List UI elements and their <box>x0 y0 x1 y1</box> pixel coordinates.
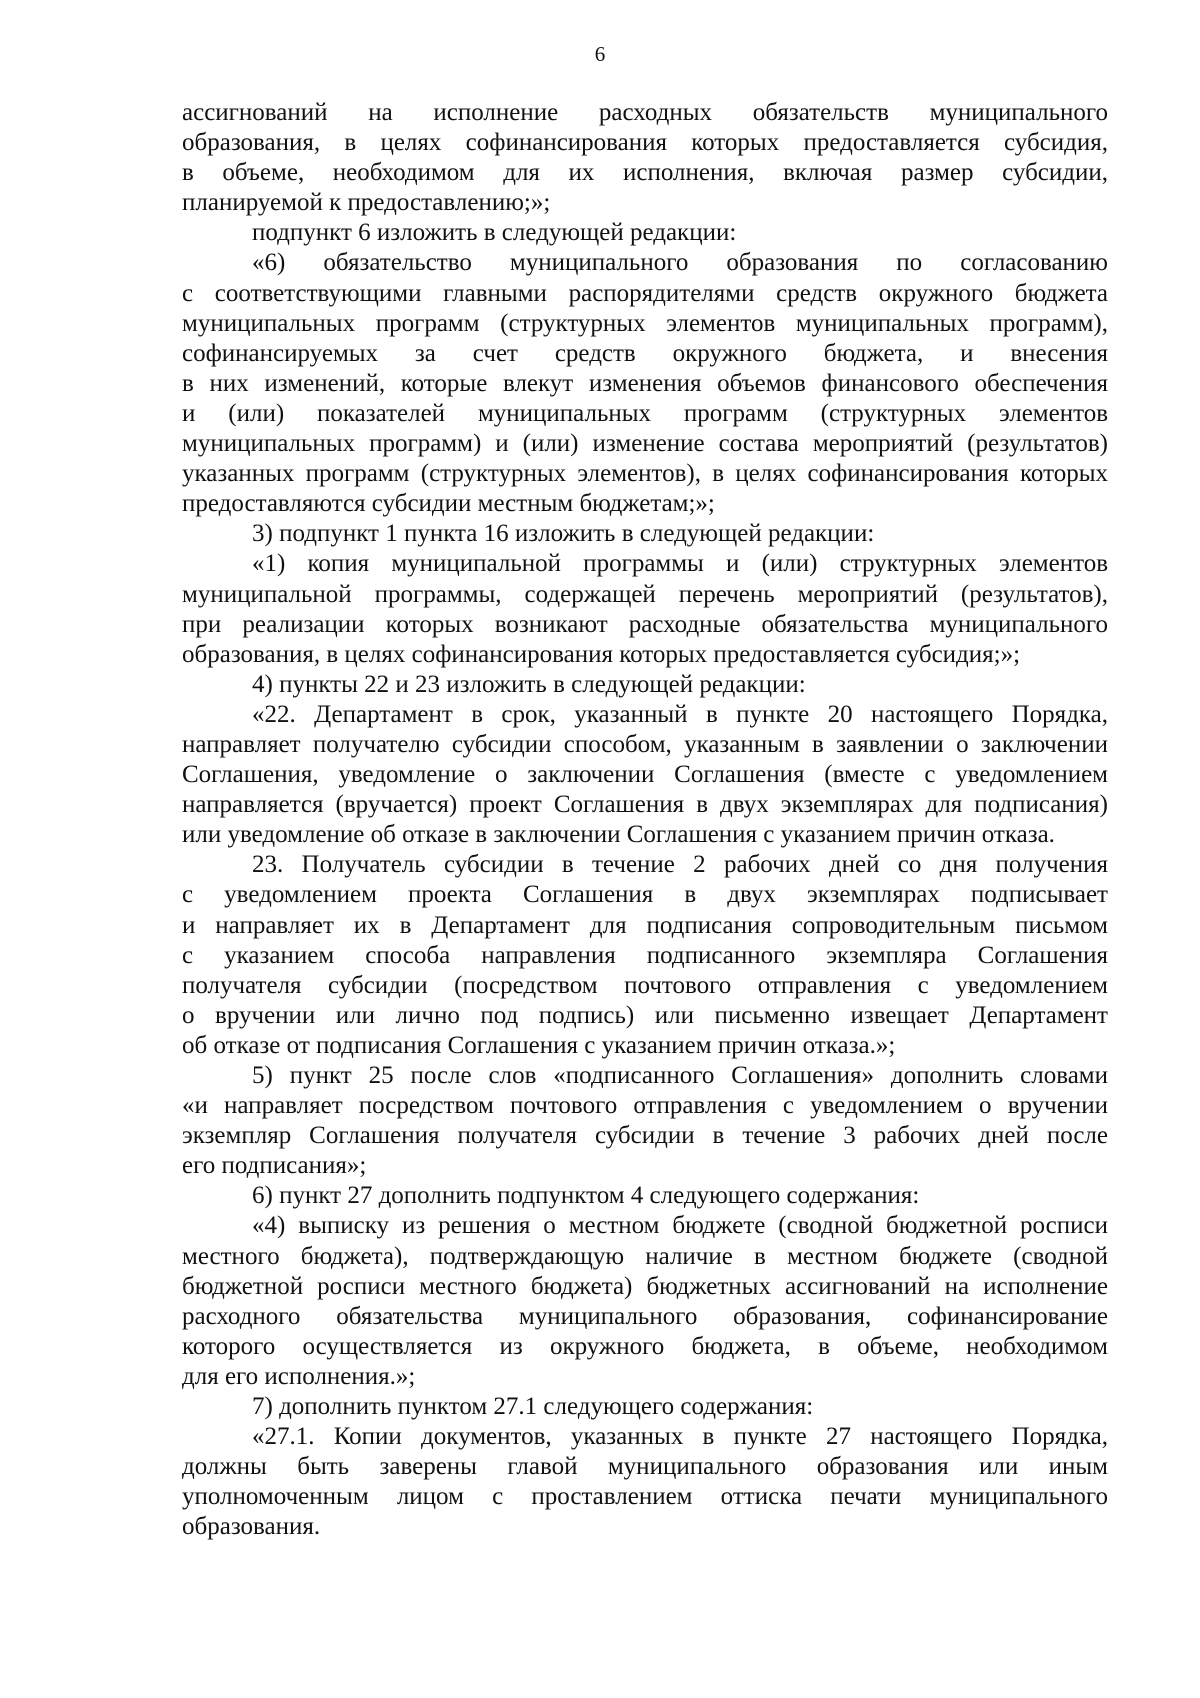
text-line: «и направляет посредством почтового отправления с уведомлением о вручении <box>182 1092 1108 1120</box>
text-line: в объеме, необходимом для их исполнения, включая размер субсидии, <box>182 159 1108 187</box>
document-body <box>182 98 1108 1543</box>
text-line: 7) дополнить пунктом 27.1 следующего содержания: <box>252 1393 814 1421</box>
text-line: планируемой к предоставлению;»; <box>182 189 551 217</box>
paragraph <box>182 519 1108 549</box>
text-line: «22. Департамент в срок, указанный в пункте 20 настоящего Порядка, <box>252 700 1108 728</box>
text-line: софинансируемых за счет средств окружного бюджета, и внесения <box>182 339 1108 367</box>
paragraph <box>182 1061 1108 1181</box>
text-line: об отказе от подписания Соглашения с указанием причин отказа.»; <box>182 1031 896 1059</box>
text-line: «27.1. Копии документов, указанных в пункте 27 настоящего Порядка, <box>252 1423 1108 1451</box>
text-line: «4) выписку из решения о местном бюджете (сводной бюджетной росписи <box>252 1212 1108 1240</box>
text-line: и направляет их в Департамент для подписания сопроводительным письмом <box>182 911 1108 939</box>
text-line: с уведомлением проекта Соглашения в двух экземплярах подписывает <box>182 881 1108 909</box>
text-line: муниципальной программы, содержащей перечень мероприятий (результатов), <box>182 580 1108 608</box>
text-line: экземпляр Соглашения получателя субсидии в течение 3 рабочих дней после <box>182 1122 1108 1150</box>
paragraph <box>182 700 1108 850</box>
text-line: направляет получателю субсидии способом, указанным в заявлении о заключении <box>182 730 1108 758</box>
text-line: направляется (вручается) проект Соглашения в двух экземплярах для подписания) <box>182 791 1108 819</box>
paragraph <box>182 1422 1108 1542</box>
text-line: его подписания»; <box>182 1152 367 1180</box>
paragraph <box>182 98 1108 218</box>
text-line: с соответствующими главными распорядителями средств окружного бюджета <box>182 279 1108 307</box>
text-line: расходного обязательства муниципального образования, софинансирование <box>182 1302 1108 1330</box>
paragraph <box>182 1392 1108 1422</box>
text-line: муниципальных программ) и (или) изменение состава мероприятий (результатов) <box>182 430 1108 458</box>
text-line: или уведомление об отказе в заключении Соглашения с указанием причин отказа. <box>182 821 1055 849</box>
paragraph <box>182 248 1108 519</box>
text-line: Соглашения, уведомление о заключении Соглашения (вместе с уведомлением <box>182 761 1108 789</box>
text-line: образования, в целях софинансирования которых предоставляется субсидия, <box>182 129 1108 157</box>
text-line: образования, в целях софинансирования которых предоставляется субсидия;»; <box>182 640 1021 668</box>
text-line: 23. Получатель субсидии в течение 2 рабочих дней со дня получения <box>252 851 1108 879</box>
text-line: муниципальных программ (структурных элементов муниципальных программ), <box>182 309 1108 337</box>
text-line: 5) пункт 25 после слов «подписанного Соглашения» дополнить словами <box>252 1062 1108 1089</box>
text-line: образования. <box>182 1513 321 1541</box>
paragraph <box>182 850 1108 1061</box>
page-number: 6 <box>594 42 606 66</box>
text-line: уполномоченным лицом с проставлением оттиска печати муниципального <box>182 1483 1108 1511</box>
text-line: для его исполнения.»; <box>182 1362 416 1390</box>
text-line: 6) пункт 27 дополнить подпунктом 4 следующего содержания: <box>252 1182 920 1210</box>
paragraph <box>182 1211 1108 1392</box>
text-line: «6) обязательство муниципального образования по согласованию <box>252 249 1108 277</box>
text-line: должны быть заверены главой муниципального образования или иным <box>182 1453 1108 1481</box>
text-line: 4) пункты 22 и 23 изложить в следующей редакции: <box>252 670 806 698</box>
text-line: получателя субсидии (посредством почтового отправления с уведомлением <box>182 971 1108 999</box>
paragraph <box>182 1181 1108 1211</box>
text-line: подпункт 6 изложить в следующей редакции: <box>252 219 737 247</box>
text-line: и (или) показателей муниципальных программ (структурных элементов <box>182 399 1108 427</box>
text-line: указанных программ (структурных элементов), в целях софинансирования которых <box>182 460 1108 488</box>
text-line: ассигнований на исполнение расходных обязательств муниципального <box>182 99 1108 126</box>
text-line: местного бюджета), подтверждающую наличие в местном бюджете (сводной <box>182 1242 1108 1270</box>
text-line: с указанием способа направления подписанного экземпляра Соглашения <box>182 941 1108 969</box>
text-line: 3) подпункт 1 пункта 16 изложить в следующей редакции: <box>252 520 875 548</box>
text-line: которого осуществляется из окружного бюджета, в объеме, необходимом <box>182 1332 1108 1360</box>
paragraph <box>182 218 1108 248</box>
text-line: о вручении или лично под подпись) или письменно извещает Департамент <box>182 1001 1108 1029</box>
text-line: в них изменений, которые влекут изменения объемов финансового обеспечения <box>182 369 1108 397</box>
paragraph <box>182 670 1108 700</box>
text-line: предоставляются субсидии местным бюджетам;»; <box>182 490 715 518</box>
paragraph <box>182 549 1108 669</box>
text-line: при реализации которых возникают расходные обязательства муниципального <box>182 610 1108 638</box>
text-line: бюджетной росписи местного бюджета) бюджетных ассигнований на исполнение <box>182 1272 1108 1300</box>
text-line: «1) копия муниципальной программы и (или) структурных элементов <box>252 550 1108 578</box>
